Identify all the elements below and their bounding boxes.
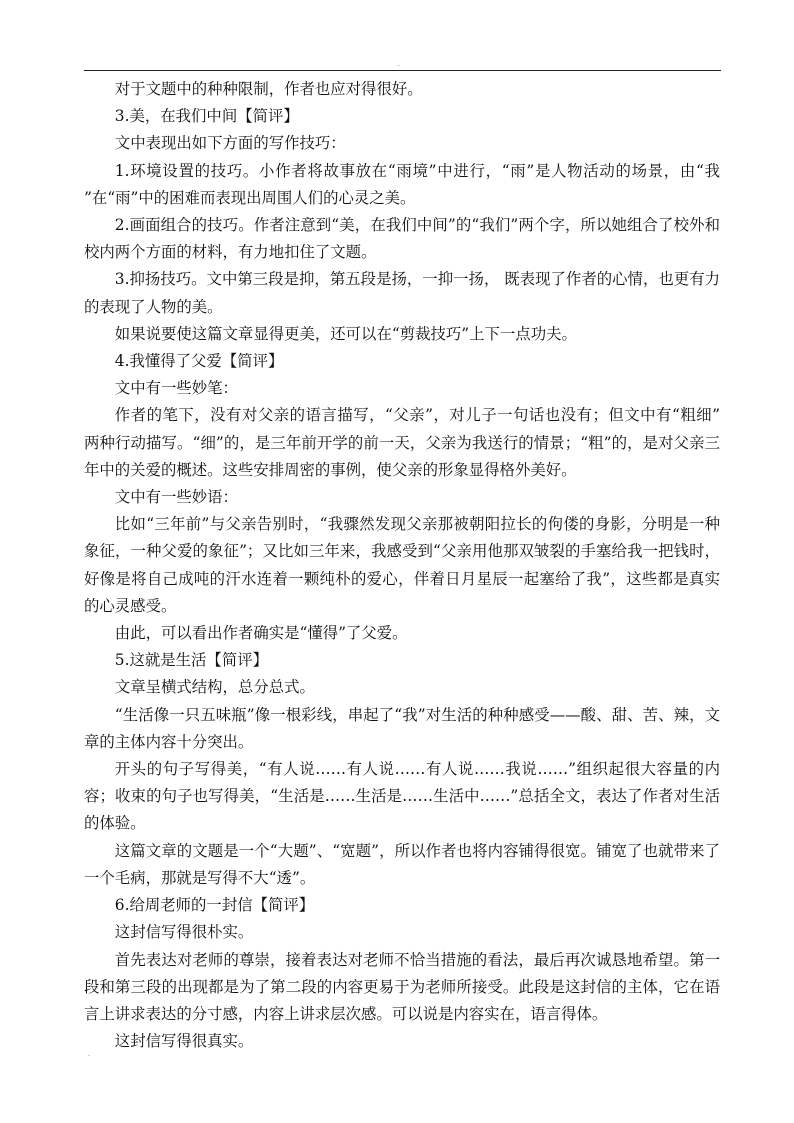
paragraph: 对于文题中的种种限制，作者也应对得很好。 [114, 80, 423, 98]
section-heading: 3.美，在我们中间【简评】 [114, 107, 299, 126]
paragraph: 由此，可以看出作者确实是“懂得”了父爱。 [114, 624, 408, 643]
section-heading: 4.我懂得了父爱【简评】 [114, 352, 284, 371]
paragraph: 2.画面组合的技巧。作者注意到“美，在我们中间”的“我们”两个字，所以她组合了校外和校内两个方面的材料，有力地扣住了文题。 [84, 216, 720, 262]
document-body [84, 76, 720, 1055]
paragraph: 文中有一些妙语： [114, 488, 238, 507]
paragraph: 文章呈横式结构，总分总式。 [114, 678, 315, 697]
paragraph: 文中表现出如下方面的写作技巧： [114, 134, 346, 153]
paragraph: 比如“三年前”与父亲告别时，“我骤然发现父亲那被朝阳拉长的佝偻的身影，分明是一种象征，一种父爱的象征”；又比如三年来，我感受到“父亲用他那双皱裂的手塞给我一把钱时，好像是将自己成吨的汗水连着一颗纯朴的爱心，伴着日月星辰一起塞给了我”，这些都是真实的心灵感受。 [84, 515, 720, 615]
paragraph: 1.环境设置的技巧。小作者将故事放在“雨境”中进行，“雨”是人物活动的场景，由“我 ”在“雨”中的困难而表现出周围人们的心灵之美。 [84, 161, 720, 207]
header-rule [84, 70, 721, 71]
section-heading: 5.这就是生活【简评】 [114, 651, 268, 670]
top-dot-mark: . [398, 61, 400, 68]
paragraph: 这封信写得很真实。 [114, 1032, 254, 1051]
paragraph: 这封信写得很朴实。 [114, 923, 254, 942]
paragraph: 开头的句子写得美，“有人说……有人说……有人说……我说……”组织起很大容量的内容；收束的句子也写得美，“生活是……生活是……生活中……”总括全文，表达了作者对生活的体验。 [84, 760, 720, 833]
paragraph: “生活像一只五味瓶”像一根彩线，串起了“我”对生活的种种感受——酸、甜、苦、辣，文章的主体内容十分突出。 [84, 705, 720, 751]
section-heading: 6.给周老师的一封信【简评】 [114, 896, 315, 915]
paragraph: 这篇文章的文题是一个“大题”、“宽题”，所以作者也将内容铺得很宽。铺宽了也就带来了一个毛病，那就是写得不大“透”。 [84, 841, 720, 887]
paragraph: 作者的笔下，没有对父亲的语言描写，“父亲”，对儿子一句话也没有；但文中有“粗细” 两种行动描写。“细”的，是三年前开学的前一天，父亲为我送行的情景；“粗”的，是对父亲三年中的关爱的概述。这些安排周密的事例，使父亲的形象显得格外美好。 [84, 406, 720, 479]
paragraph: 文中有一些妙笔： [114, 379, 238, 398]
bottom-dot-mark: . [88, 1051, 90, 1058]
paragraph: 如果说要使这篇文章显得更美，还可以在“剪裁技巧”上下一点功夫。 [114, 324, 577, 343]
paragraph: 3.抑扬技巧。文中第三段是抑，第五段是扬，一抑一扬， 既表现了作者的心情，也更有力的表现了人物的美。 [84, 270, 720, 316]
paragraph: 首先表达对老师的尊崇，接着表达对老师不恰当措施的看法，最后再次诚恳地希望。第一段和第三段的出现都是为了第二段的内容更易于为老师所接受。此段是这封信的主体，它在语言上讲求表达的分寸感，内容上讲求层次感。可以说是内容实在，语言得体。 [84, 950, 720, 1023]
